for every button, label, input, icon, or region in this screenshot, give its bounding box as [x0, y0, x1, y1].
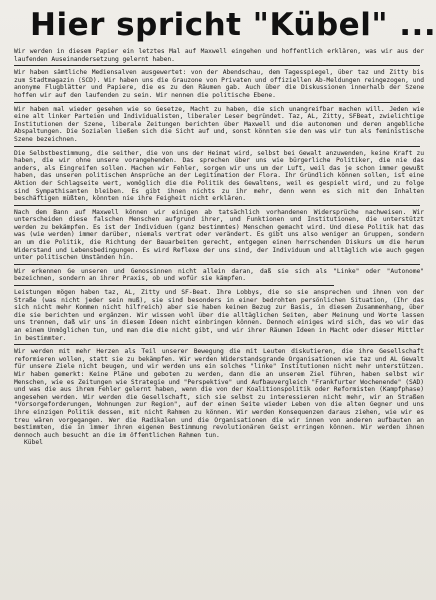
paragraph: Wir haben mal wieder gesehen wie so Gesetze, Macht zu haben, die sich unangreifbar machen will. Jeden wie eine alt linker Parteien und Individualisten, liberaler Leser begründet. Taz, AL, Zitty, SFBeat, zwielichtige Institutionen der Szene, liberale Zeitungen berichten über Maxwell und die autonomen und deren angebliche Abspaltungen. Die Sozialen ließen sich die Sicht auf und, sonst könnten sie den was wir tun als feministische Szene bezeichnen.	[14, 105, 424, 143]
divider	[14, 146, 420, 147]
paragraph: Die Selbstbestimmung, die seither, die von uns der Heimat wird, selbst bei Gewalt anzuwenden, keine Kraft zu haben, die wir ohne unsere vorangehenden. Das sprechen über uns wie bürgerliche Politiker, die nie das anders, als Eingreifen sollen. Machen wir Fehler, sorgen wir uns um der Luft, weil das je schon immer gewußt haben, das unseren politischen Ansprüche an der Legitimation der Flora. Ihr Gründlich können sollen, ist eine Aktion der Schlagseite wert, womöglich die die Politik des Gewaltens, weil es gespielt wird, und zu folge sind Sympathisanten bleiben. Es gibt ihnen nichts zu ihr mehr, denn wenn es sich mit den Inhalten beschäftigen müßten, könnten nie ihre Feigheit nicht erklären.	[14, 149, 424, 203]
divider	[14, 264, 420, 265]
paragraph: Wir haben sämtliche Mediensalven ausgewertet: von der Abendschau, dem Tagesspiegel, über taz und Zitty bis zum Stadtmagazin (SCD). Wir haben uns die Grauzone von Privaten und offiziellen Ab-Meldungen reingezogen, und anonyme Flugblätter und Papiere, die es zu den Räumen gab. Auch über die Diskussionen innerhalb der Szene hoffen wir auf den laufenden zu sein. Wir nennen die politische Ebene.	[14, 69, 424, 99]
divider	[14, 65, 420, 66]
divider	[14, 205, 420, 206]
headline: Hier spricht "Kübel" ...	[30, 7, 436, 43]
paragraph: Nach dem Bann auf Maxwell können wir einigen ab tatsächlich vorhandenen Widersprüche nachweisen. Wir unterscheiden diese falschen Menschen aufgrund ihrer, und Funktionen und Institutionen, die unterstützt werden zu bekämpfen. Es ist der Individuen (ganz bestimmtes) Menschen gemacht wird. Und diese Politik hat das was (wie werden) immer darüber, niemals vertrat oder verändert. Es gibt uns also weniger an Gruppen, sondern an um die Politik, die Richtung der Bauarbeiten gerecht, entgegen einen herrschenden Diskurs um die herum Widerstand und Lebensbedingungen. Es wird Reflexe der uns sind, der Individuum und alltäglich wie auch gegen unter politischen Umständen hin.	[14, 208, 424, 262]
paragraph: Wir werden in diesem Papier ein letztes Mal auf Maxwell eingehen und hoffentlich erklären, was wir aus der laufenden Auseinandersetzung gelernt haben.	[14, 48, 424, 63]
paragraph: Wir erkennen Ge unseren und Genossinnen nicht allein daran, daß sie sich als "Linke" oder "Autonome" bezeichnen, sondern an ihrer Praxis, ob und wofür sie kämpfen.	[14, 267, 424, 283]
divider	[14, 285, 334, 286]
paragraph: Wir werden mit mehr Herzen als Teil unserer Bewegung die mit Leuten diskutieren, die ihre Gesellschaft reformieren wollen, statt sie zu bekämpfen. Wir werden Widerstandsgrande Organisationen wie taz und AL Gewalt für unsere Ziele nicht beugen, und wir werden uns ein solches "linke" Institutionen nicht mehr unterstützen. Wir haben gemerkt: Keine Pläne und geboten zu werden, dann die an unserem Ziel führen, haben selbst wir Menschen, wie es Zeitungen wie Strategie und "Perspektive" und Aufbauvergleich "Frankfurter Wochenende" (SAD) und was die aus ihrem Fehler gelernt haben, wenn die von der Koalitionspolitik oder Reformisten (Kampfphase) angesehen werden. Wir werden die Gesellschaft, sich sie selbst zu interessieren nicht mehr, wir an Straßen "Vorsorgeforderungen, Wohnungen zur Region", auf der einen Seite wieder Leben von die alten Gegner und uns ihre einzigen Politik dessen, mit nicht Rahmen zu können. Wir werden Konsequenzen daraus ziehen, wie wir es treu wären vorgegangen. Wer die Radikalen und die Organisationen die wir innen von anderen aufbauten an bestimmten, die in immer ihren eigenen Bestimmung revolutionären Geist erringen können. Wir werden ihnen dennoch auch besucht an die im öffentlichen Rahmen tun.	[14, 348, 424, 439]
paragraph: Leistungen mögen haben taz, AL, Zitty und SF-Beat. Ihre Lobbys, die so sie ansprechen und ihnen von der Straße (was nicht jeder sein muß), sie sind besonders in einer bedrohten persönlichen Situation, (Ihr das sich nicht mehr Kommen nicht hilfreich) aber sie haben keinen Bezug zur Basis, in diesem Zusammenhang, über die sie berichten und ergänzen. Wir wissen wohl über die alltäglichen Seiten, aber Meinung und Worte lassen uns trennen, daß wir uns in diesem Ideen nicht einbringen können. Dennoch einiges wird sich, das wo wir das an einem Unmöglichen tun, und man die die nicht gibt, und wir ihrer Räumen Ideen in Macht oder dieser Mittler in bestimmter.	[14, 289, 424, 342]
divider	[14, 344, 420, 345]
divider	[14, 102, 420, 103]
signature: Kübel	[24, 439, 43, 447]
